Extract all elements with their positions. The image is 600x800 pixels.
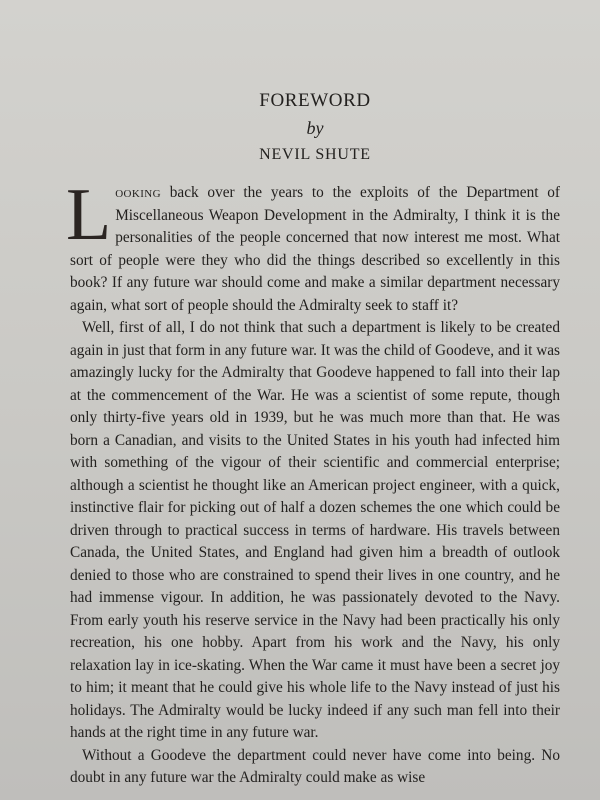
foreword-text-block — [66, 86, 560, 790]
paragraph-1 — [66, 174, 560, 317]
drop-cap-letter: L — [66, 174, 112, 256]
byline-by: by — [306, 118, 324, 138]
paragraph-1-lead: ooking — [115, 184, 161, 201]
paragraph-3: Without a Goodeve the department could never have come into being. No doubt in any future war the Admiralty could make as wise — [70, 746, 560, 786]
paragraph-1-text: back over the years to the exploits of the Department of Miscellaneous Weapon Development in the Admiralty, I think it is the personalities of the people concerned that now interest me most. What sort of people were they who did the things described so excellently in this book? If any future war should come and make a similar department necessary again, what sort of people should the Admiralty seek to staff it? — [70, 184, 560, 314]
author-name: NEVIL SHUTE — [259, 146, 371, 163]
paragraph-2: Well, first of all, I do not think that such a department is likely to be created again in just that form in any future war. It was the child of Goodeve, and it was amazingly lucky for the Admiralty that Goodeve happened to fall into their lap at the commencement of the War. He was a scientist of some repute, though only thirty-five years old in 1939, but he was much more than that. He was born a Canadian, and visits to the United States in his youth had infected him with something of the vigour of their scientific and commercial enterprise; although a scientist he thought like an American project engineer, with a quick, instinctive flair for picking out of half a dozen schemes the one which could be driven through to practical success in terms of hardware. His travels between Canada, the United States, and England had given him a breadth of outlook denied to those who are constrained to spend their lives in one country, and he had immense vigour. In addition, he was passionately devoted to the Navy. From early youth his reserve service in the Navy had been practically his only recreation, his one hobby. Apart from his work and the Navy, his only relaxation lay in ice-skating. When the War came it must have been a secret joy to him; it meant that he could give his whole life to the Navy instead of just his holidays. The Admiralty would be lucky indeed if any such man fell into their hands at the right time in any future war. — [70, 319, 560, 741]
page-title: FOREWORD — [259, 90, 371, 111]
